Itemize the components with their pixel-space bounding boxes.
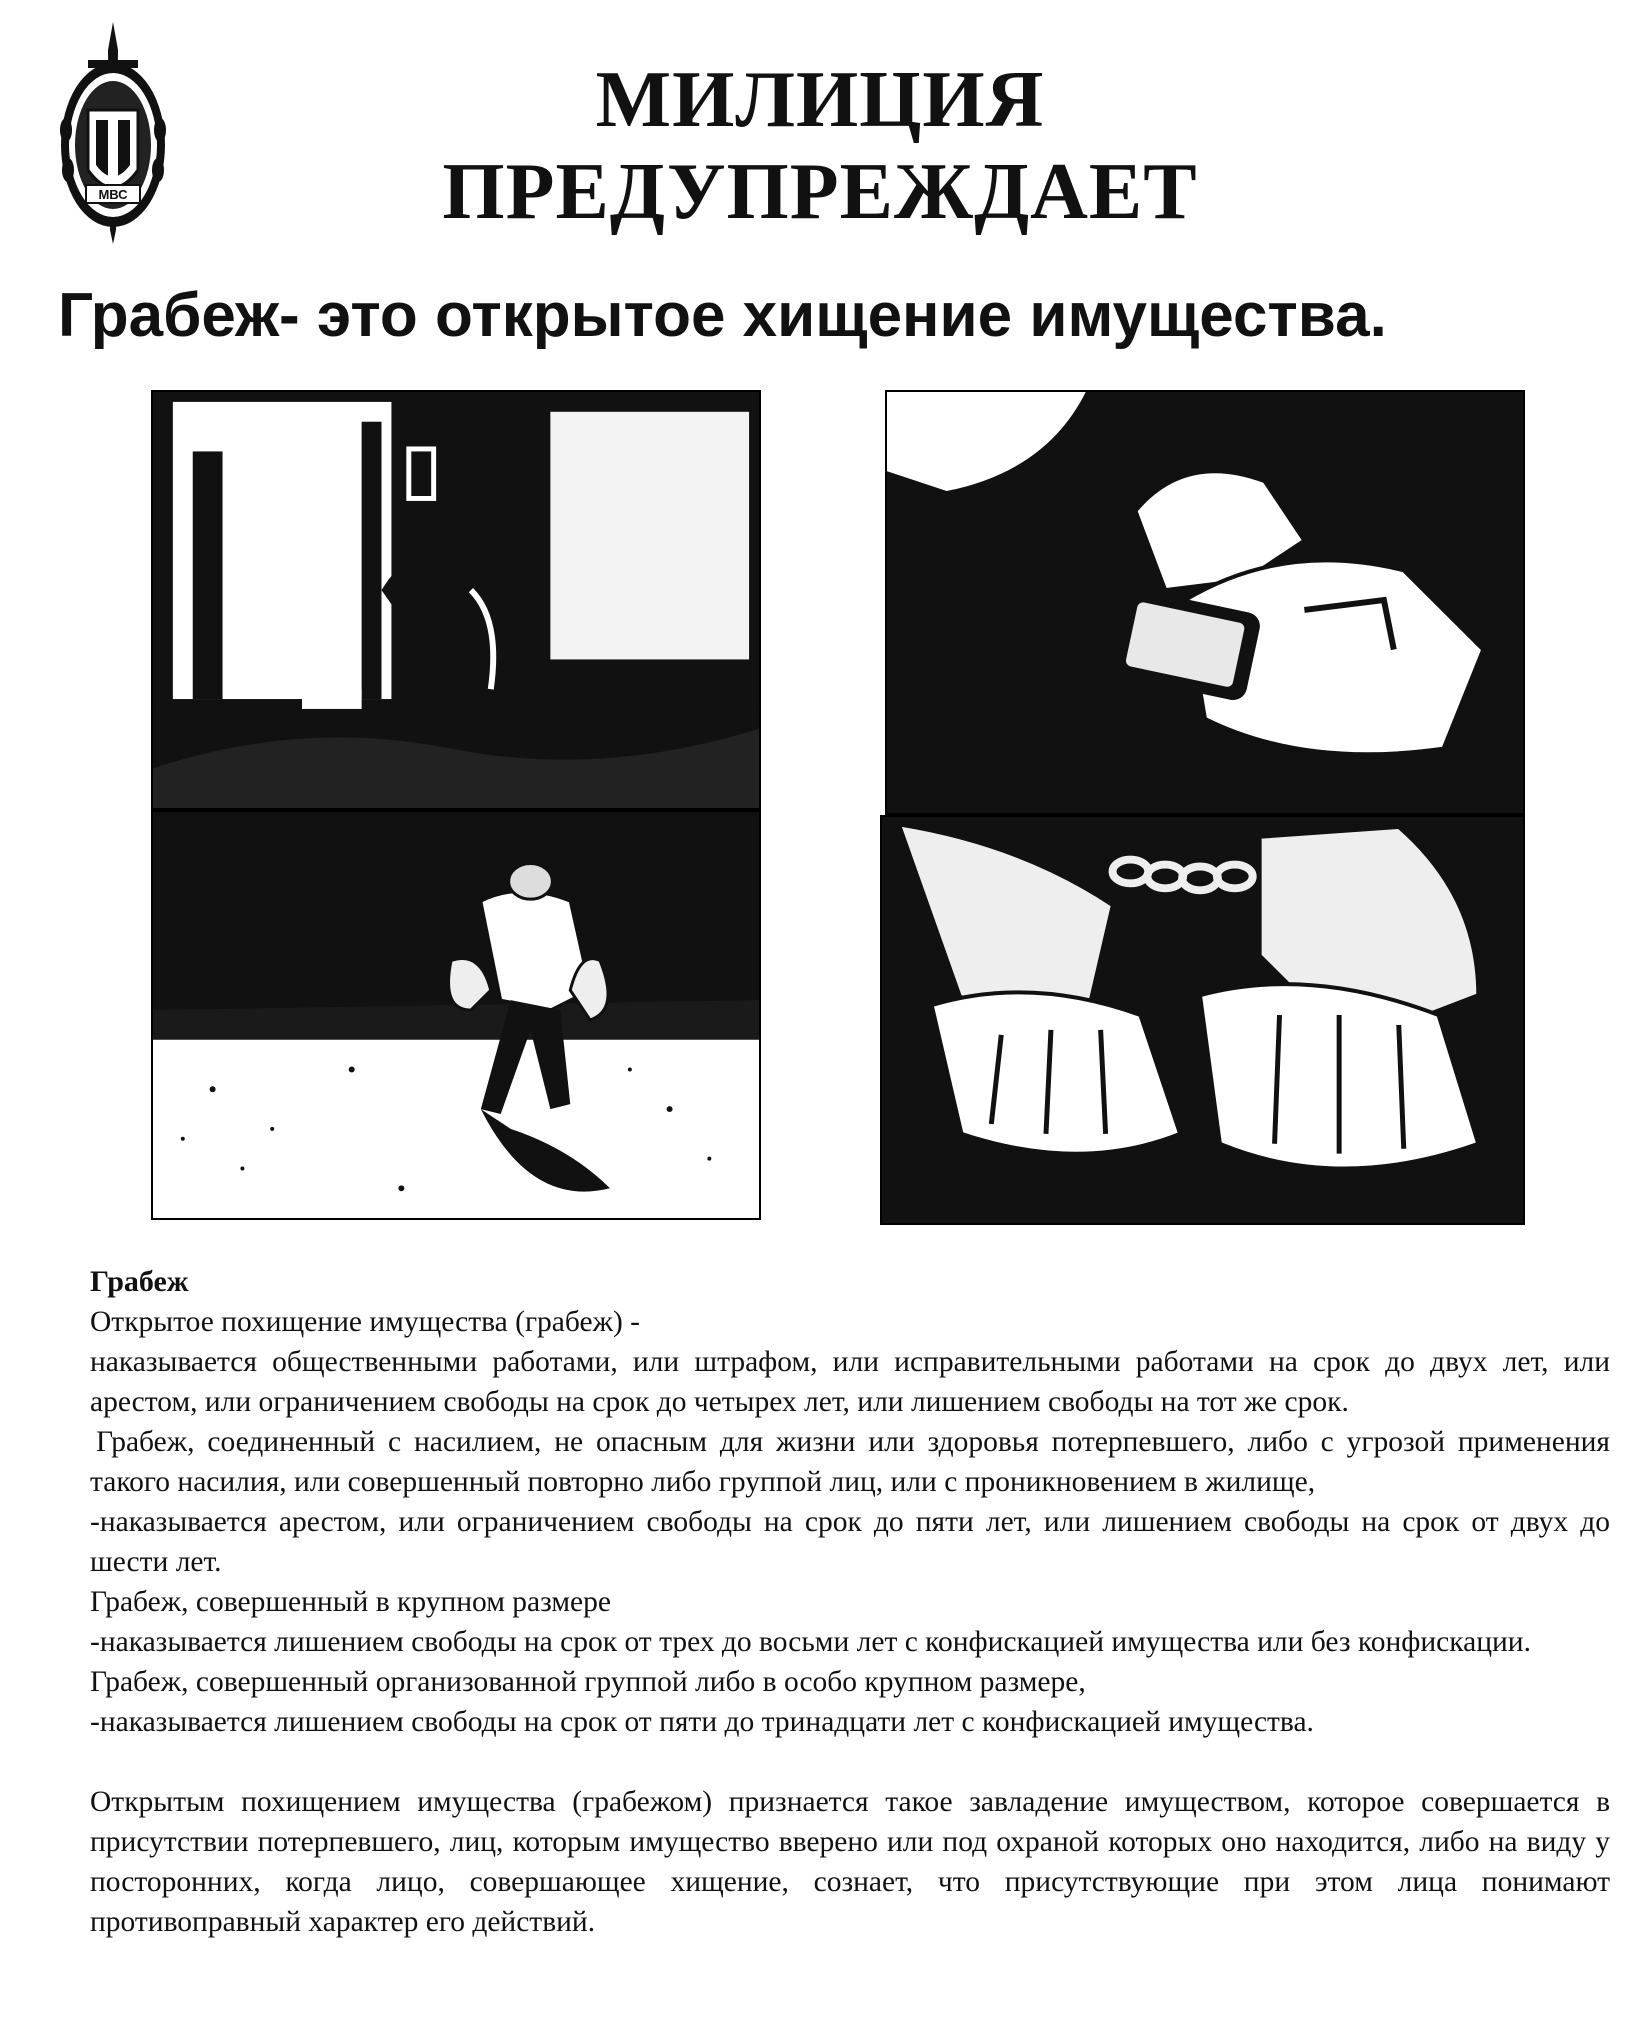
hand-grabbing-phone-photo — [885, 390, 1525, 815]
article-body — [90, 1262, 1610, 1942]
paragraph-7: Грабеж, совершенный организованной группой либо в особо крупном размере, — [90, 1666, 1086, 1698]
paragraph-6: -наказывается лишением свободы на срок от трех до восьми лет с конфискацией имущества или без конфискации. — [90, 1626, 1531, 1658]
emblem-label: МВС — [98, 187, 128, 202]
section-heading: Грабеж — [90, 1265, 189, 1298]
paragraph-5: Грабеж, совершенный в крупном размере — [90, 1586, 611, 1618]
paragraph-2: наказывается общественными работами, или штрафом, или исправительными работами на срок до двух лет, или арестом, или ограничением свободы на срок до четырех лет, или лишением свободы на тот же срок. — [90, 1346, 1610, 1418]
man-bending-at-doorway-photo — [151, 390, 761, 810]
paragraph-9: Открытым похищением имущества (грабежом) признается такое завладение имуществом, которое совершается в присутствии потерпевшего, лиц, которым имущество вверено или под охраной которых оно находится, либо на виду у посторонних, когда лицо, совершающее хищение, сознает, что присутствующие при этом лица понимают противоправный характер его действий. — [90, 1786, 1610, 1938]
militia-emblem-icon — [58, 20, 168, 246]
paragraph-4: -наказывается арестом, или ограничением свободы на срок до пяти лет, или лишением свободы на срок от двух до шести лет. — [90, 1506, 1610, 1578]
paragraph-1: Открытое похищение имущества (грабеж) - — [90, 1306, 640, 1338]
person-running-with-bags-photo — [151, 810, 761, 1220]
page-title-line-1: МИЛИЦИЯ — [595, 56, 1045, 144]
paragraph-spacer — [90, 1742, 1610, 1782]
paragraph-8: -наказывается лишением свободы на срок от пяти до тринадцати лет с конфискацией имущества. — [90, 1706, 1314, 1738]
handcuffed-hands-photo — [880, 815, 1525, 1225]
page-subtitle: Грабеж- это открытое хищение имущества. — [58, 281, 1387, 350]
paragraph-3: Грабеж, соединенный с насилием, не опасным для жизни или здоровья потерпевшего, либо с угрозой применения такого насилия, или совершенный повторно либо группой лиц, или с проникновением в жилище, — [90, 1426, 1610, 1498]
page-title-line-2: ПРЕДУПРЕЖДАЕТ — [442, 148, 1198, 236]
